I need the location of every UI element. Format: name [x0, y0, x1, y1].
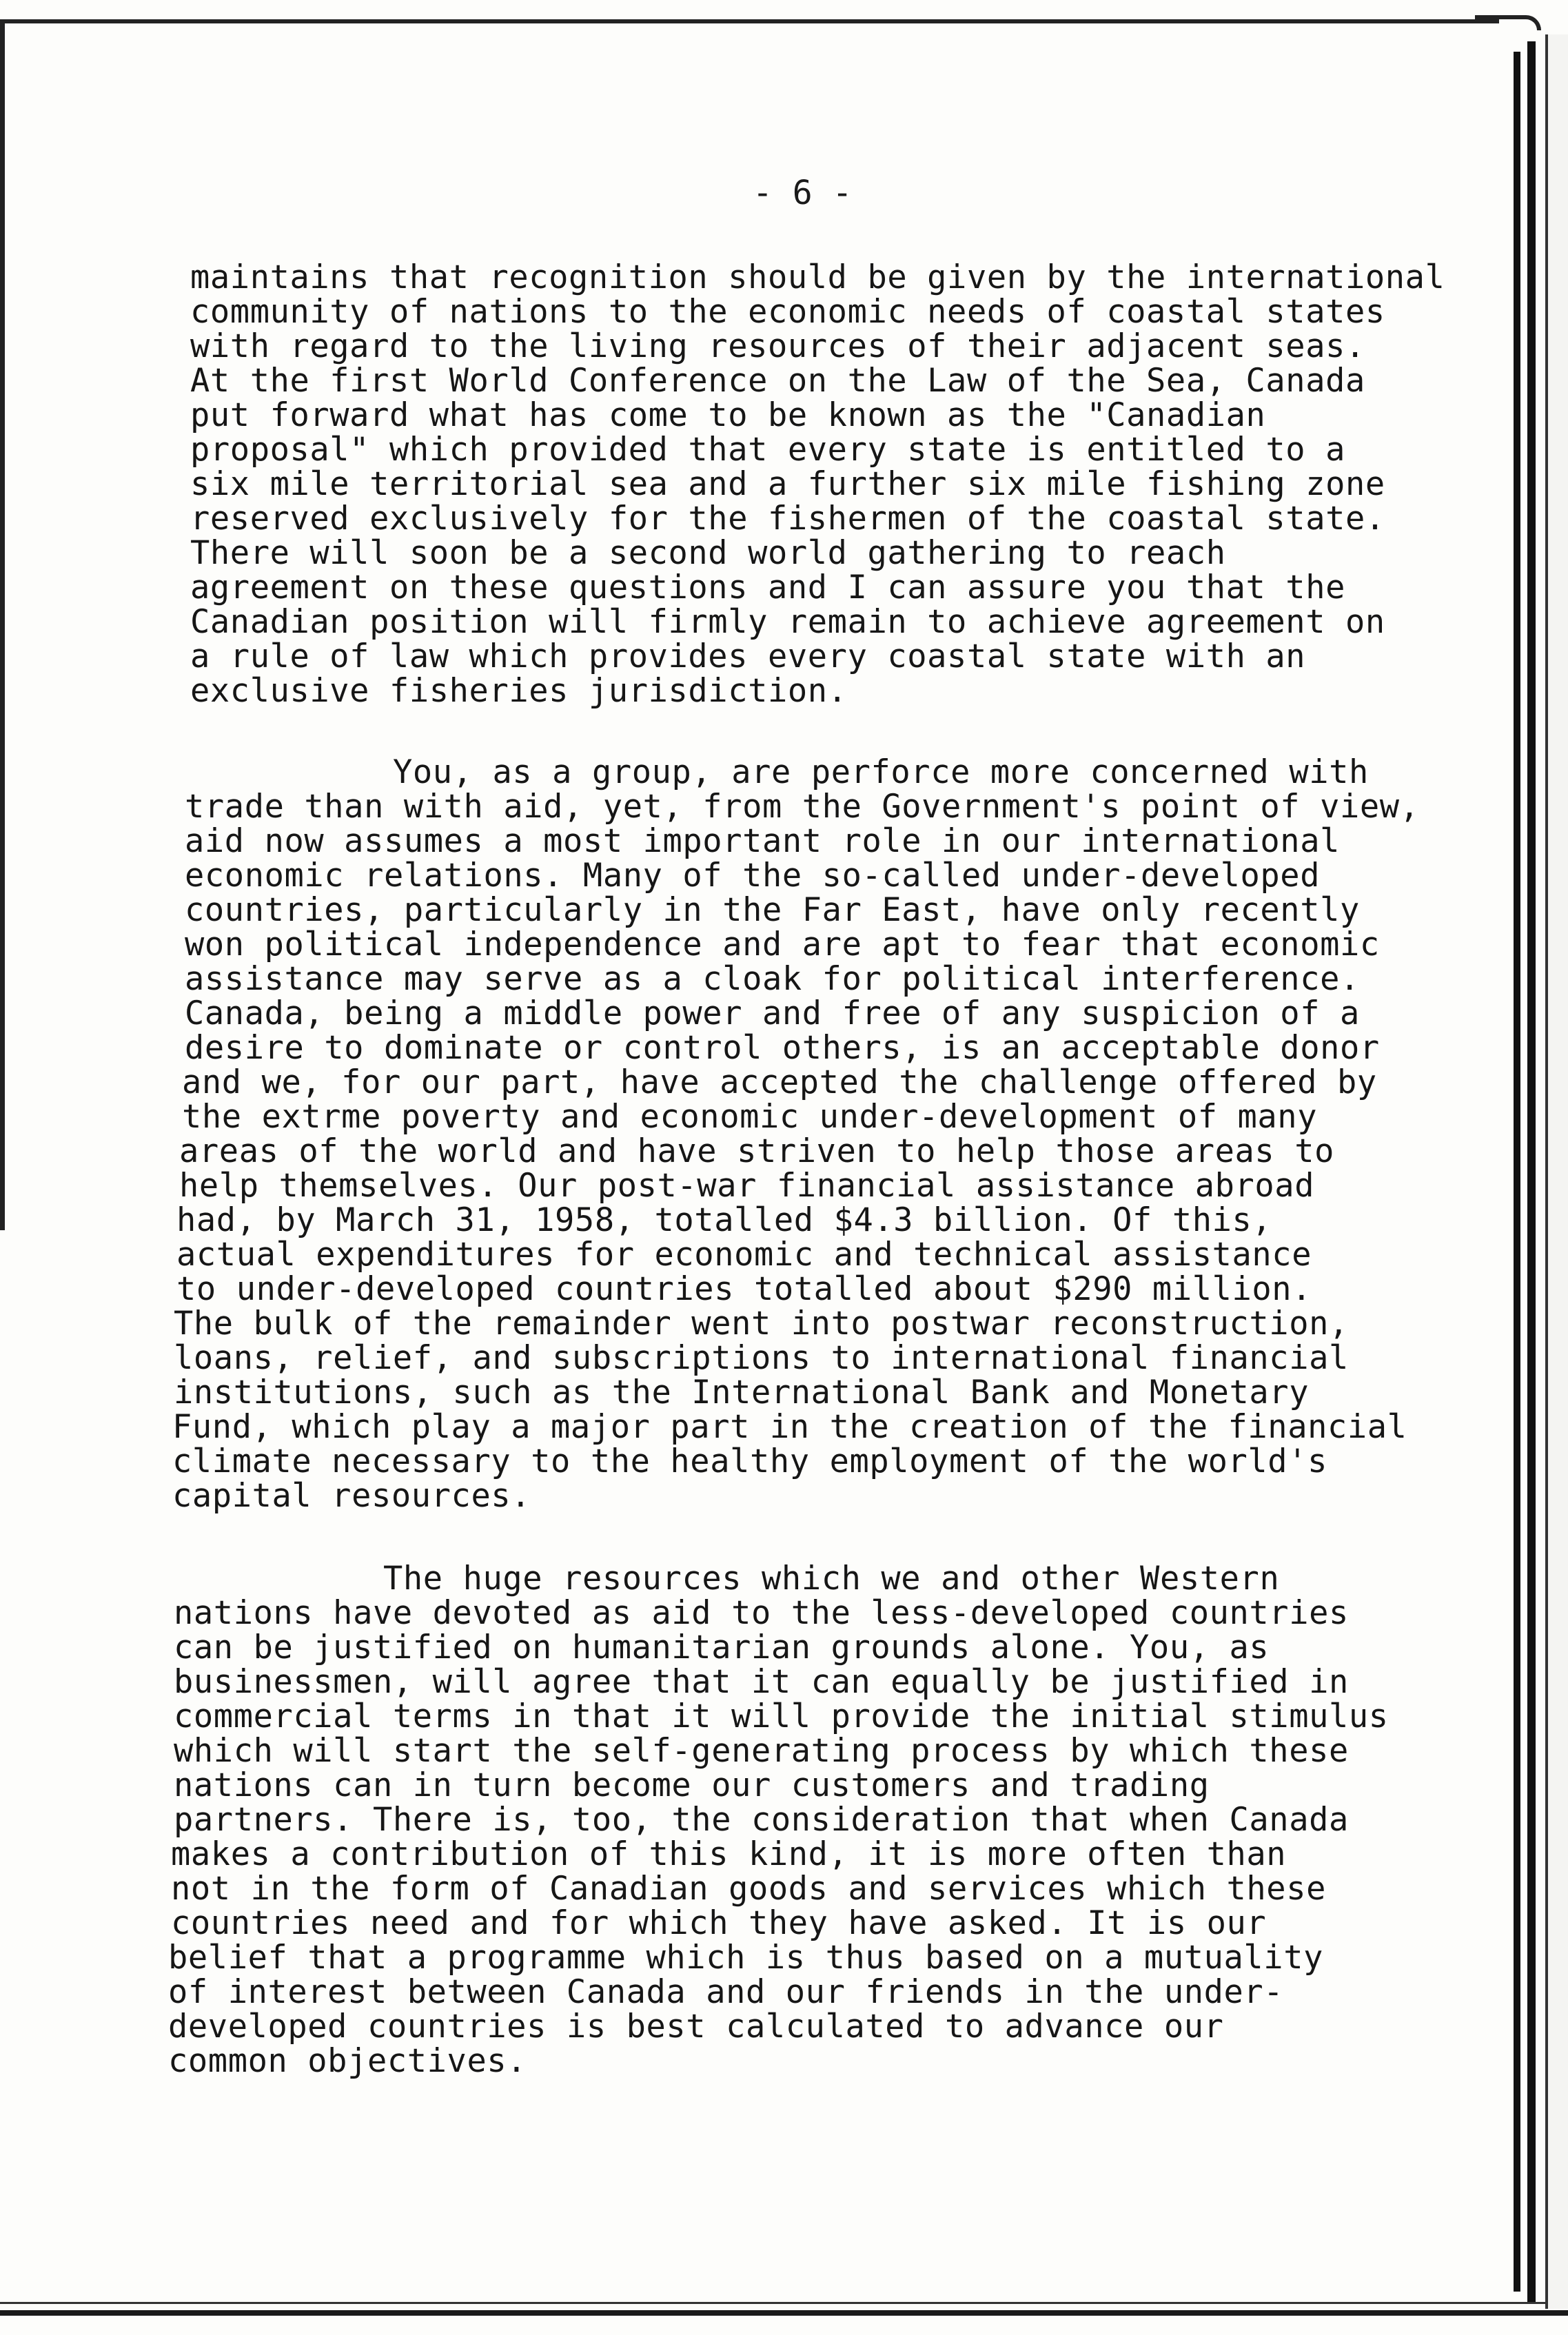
- paragraph-line: reserved exclusively for the fishermen of the coastal state.: [190, 500, 1385, 538]
- paragraph-line: help themselves. Our post-war financial assistance abroad: [179, 1167, 1315, 1205]
- paragraph-line: common objectives.: [168, 2042, 527, 2080]
- paragraph-line: countries need and for which they have asked. It is our: [171, 1904, 1267, 1942]
- page-top-edge: [0, 19, 1499, 23]
- paragraph-line: with regard to the living resources of their adjacent seas.: [190, 327, 1365, 365]
- paragraph-line: Fund, which play a major part in the creation of the financial: [172, 1408, 1407, 1446]
- page-bottom-edge: [0, 2310, 1568, 2316]
- paragraph-line: put forward what has come to be known as the "Canadian: [190, 396, 1266, 434]
- paragraph-line: a rule of law which provides every coastal state with an: [190, 638, 1306, 675]
- paragraph-line: The huge resources which we and other Western: [383, 1560, 1280, 1598]
- paragraph-line: aid now assumes a most important role in our international: [185, 822, 1340, 860]
- paragraph-line: won political independence and are apt to fear that economic: [185, 926, 1380, 963]
- paragraph-line: community of nations to the economic needs of coastal states: [190, 293, 1385, 331]
- page-bottom-inner-edge: [0, 2302, 1568, 2304]
- paragraph-line: climate necessary to the healthy employment of the world's: [172, 1442, 1327, 1480]
- paragraph-line: partners. There is, too, the consideration that when Canada: [174, 1801, 1349, 1839]
- paragraph-line: economic relations. Many of the so-called under-developed: [185, 857, 1321, 895]
- paragraph-line: and we, for our part, have accepted the challenge offered by: [182, 1063, 1377, 1101]
- paragraph-line: businessmen, will agree that it can equally be justified in: [174, 1663, 1349, 1701]
- page-left-edge: [0, 21, 5, 1230]
- paragraph-line: countries, particularly in the Far East, have only recently: [185, 891, 1360, 929]
- paragraph-line: institutions, such as the International Bank and Monetary: [174, 1374, 1310, 1411]
- paragraph-line: not in the form of Canadian goods and services which these: [171, 1870, 1326, 1908]
- paragraph-line: of interest between Canada and our friends in the under-: [168, 1973, 1284, 2011]
- paragraph-line: makes a contribution of this kind, it is more often than: [171, 1835, 1287, 1873]
- paragraph-line: to under-developed countries totalled about $290 million.: [176, 1270, 1312, 1308]
- paragraph-line: commercial terms in that it will provide the initial stimulus: [174, 1697, 1389, 1735]
- paragraph-line: can be justified on humanitarian grounds alone. You, as: [174, 1629, 1270, 1666]
- paragraph-line: six mile territorial sea and a further six mile fishing zone: [190, 465, 1385, 503]
- page-number: - 6 -: [753, 174, 853, 212]
- paragraph-line: the extrme poverty and economic under-development of many: [182, 1098, 1318, 1136]
- page-top-right-corner: [1475, 15, 1541, 30]
- paragraph-line: loans, relief, and subscriptions to international financial: [174, 1339, 1349, 1377]
- paragraph-line: trade than with aid, yet, from the Government's point of view,: [185, 788, 1420, 826]
- binder-edge-inner: [1514, 52, 1520, 2292]
- paragraph-line: actual expenditures for economic and technical assistance: [176, 1236, 1312, 1274]
- paragraph-line: areas of the world and have striven to help those areas to: [179, 1132, 1334, 1170]
- paragraph-line: assistance may serve as a cloak for political interference.: [185, 960, 1360, 998]
- paragraph-line: developed countries is best calculated to advance our: [168, 2008, 1224, 2046]
- binder-edge-middle: [1527, 41, 1536, 2302]
- paragraph-line: At the first World Conference on the Law of the Sea, Canada: [190, 362, 1365, 400]
- paragraph-line: maintains that recognition should be given by the international: [190, 258, 1445, 296]
- paragraph-line: agreement on these questions and I can assure you that the: [190, 569, 1345, 606]
- paragraph-line: Canada, being a middle power and free of any suspicion of a: [185, 995, 1360, 1032]
- paragraph-line: capital resources.: [172, 1477, 531, 1515]
- paragraph-line: The bulk of the remainder went into postwar reconstruction,: [174, 1305, 1349, 1343]
- binder-edge-outer: [1545, 34, 1568, 2309]
- paragraph-line: belief that a programme which is thus based on a mutuality: [168, 1939, 1323, 1977]
- paragraph-line: nations have devoted as aid to the less-developed countries: [174, 1594, 1349, 1632]
- paragraph-line: which will start the self-generating process by which these: [174, 1732, 1349, 1770]
- paragraph-line: nations can in turn become our customers and trading: [174, 1766, 1210, 1804]
- paragraph-line: You, as a group, are perforce more concerned with: [393, 753, 1369, 791]
- paragraph-line: proposal" which provided that every state is entitled to a: [190, 431, 1345, 469]
- paragraph-line: Canadian position will firmly remain to achieve agreement on: [190, 603, 1385, 641]
- paragraph-line: exclusive fisheries jurisdiction.: [190, 672, 848, 710]
- paragraph-line: There will soon be a second world gathering to reach: [190, 534, 1226, 572]
- paragraph-line: desire to dominate or control others, is an acceptable donor: [185, 1029, 1380, 1067]
- paragraph-line: had, by March 31, 1958, totalled $4.3 billion. Of this,: [176, 1201, 1272, 1239]
